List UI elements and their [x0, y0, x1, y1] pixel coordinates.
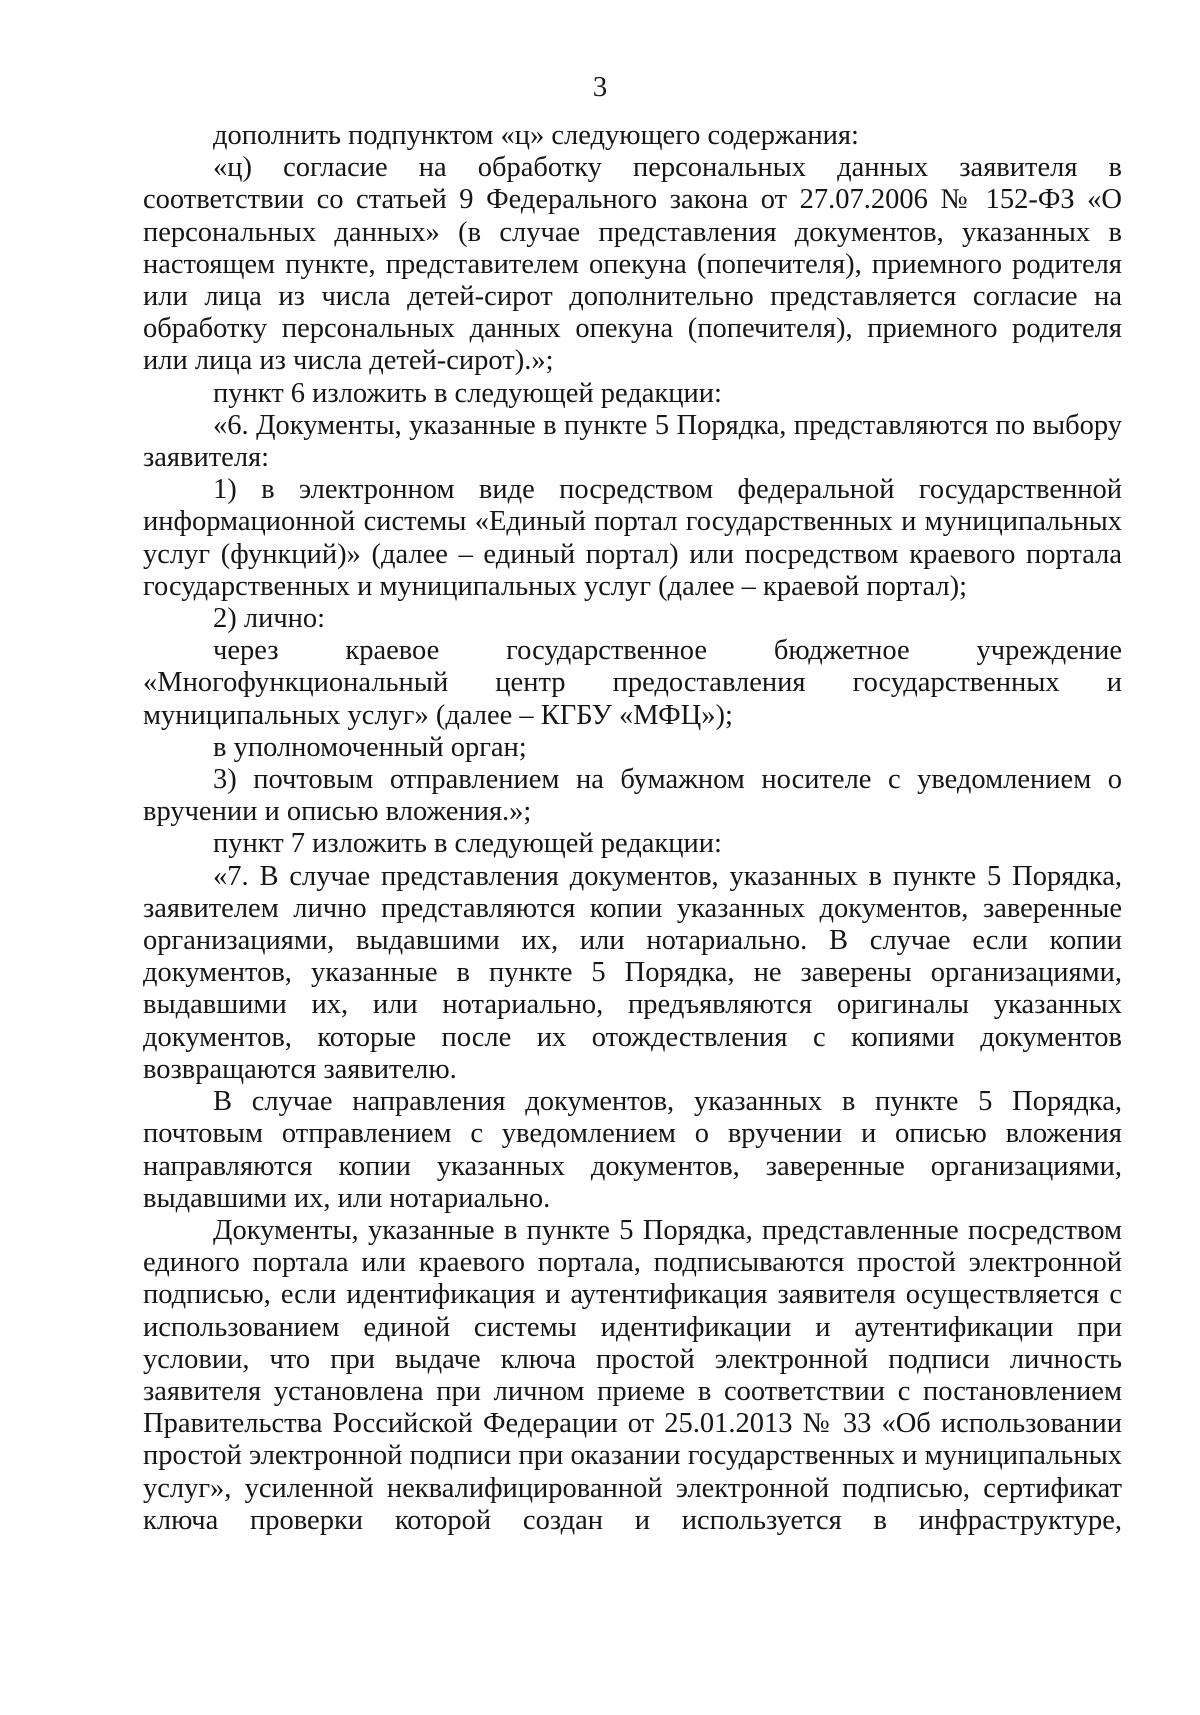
paragraph: «6. Документы, указанные в пункте 5 Порядка, представляются по выбору заявителя:: [143, 409, 1122, 474]
paragraph: Документы, указанные в пункте 5 Порядка, представленные посредством единого портала или краевого портала, подписываются простой электронной подписью, если идентификация и аутентификация заявителя осуществляется с использованием единой системы идентификации и аутентификации при условии, что при выдаче ключа простой электронной подписи личность заявителя установлена при личном приеме в соответствии с постановлением Правительства Российской Федерации от 25.01.2013 № 33 «Об использовании простой электронной подписи при оказании государственных и муниципальных услуг», усиленной неквалифицированной электронной подписью, сертификат ключа проверки которой создан и используется в инфраструктуре,: [143, 1214, 1122, 1536]
paragraph: «7. В случае представления документов, указанных в пункте 5 Порядка, заявителем лично представляются копии указанных документов, заверенные организациями, выдавшими их, или нотариально. В случае если копии документов, указанные в пункте 5 Порядка, не заверены организациями, выдавшими их, или нотариально, предъявляются оригиналы указанных документов, которые после их отождествления с копиями документов возвращаются заявителю.: [143, 860, 1122, 1085]
paragraph: дополнить подпунктом «ц» следующего содержания:: [213, 120, 859, 151]
paragraph: в уполномоченный орган;: [213, 731, 527, 763]
paragraph: пункт 6 изложить в следующей редакции:: [213, 377, 722, 409]
paragraph: 2) лично:: [213, 603, 326, 635]
paragraph: пункт 7 изложить в следующей редакции:: [213, 828, 722, 860]
paragraph: «ц) согласие на обработку персональных данных заявителя в соответствии со статьей 9 Федерального закона от 27.07.2006 № 152-ФЗ «О персональных данных» (в случае представления документов, указанных в настоящем пункте, представителем опекуна (попечителя), приемного родителя или лица из числа детей-сирот дополнительно представляется согласие на обработку персональных данных опекуна (попечителя), приемного родителя или лица из числа детей-сирот).»;: [143, 152, 1122, 377]
document-body: [143, 120, 1122, 1537]
paragraph: 3) почтовым отправлением на бумажном носителе с уведомлением о вручении и описью вложения.»;: [143, 764, 1122, 828]
page-number: 3: [592, 71, 608, 103]
paragraph: 1) в электронном виде посредством федеральной государственной информационной системы «Единый портал государственных и муниципальных услуг (функций)» (далее – единый портал) или посредством краевого портала государственных и муниципальных услуг (далее – краевой портал);: [143, 474, 1122, 602]
paragraph: через краевое государственное бюджетное учреждение «Многофункциональный центр предоставления государственных и муниципальных услуг» (далее – КГБУ «МФЦ»);: [143, 635, 1122, 731]
paragraph: В случае направления документов, указанных в пункте 5 Порядка, почтовым отправлением с уведомлением о вручении и описью вложения направляются копии указанных документов, заверенные организациями, выдавшими их, или нотариально.: [143, 1086, 1122, 1214]
